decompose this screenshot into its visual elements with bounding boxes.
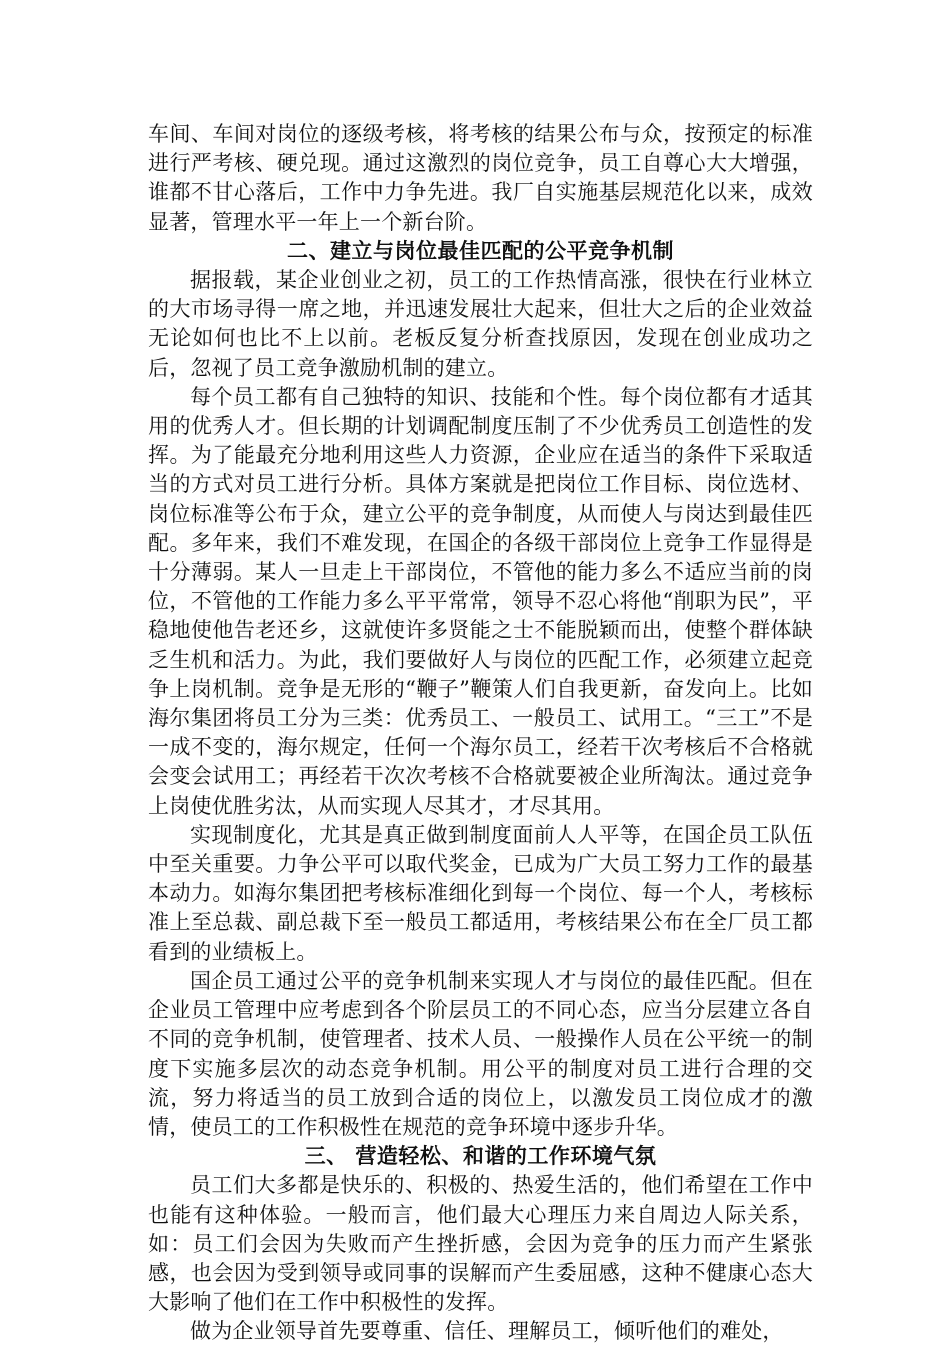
section-heading-2: 二、建立与岗位最佳匹配的公平竞争机制 — [287, 238, 674, 263]
paragraph-3: 每个员工都有自己独特的知识、技能和个性。每个岗位都有才适其用的优秀人才。但长期的计划调配制度压制了不少优秀员工创造性的发挥。为了能最充分地利用这些人力资源，企业应在适当的条件下采取适当的方式对员工进行分析。具体方案就是把岗位工作目标、岗位选材、岗位标准等公布于众，建立公平的竞争制度，从而使人与岗达到最佳匹配。多年来，我们不难发现，在国企的各级干部岗位上竞争工作显得是十分薄弱。某人一旦走上干部岗位，不管他的能力多么不适应当前的岗位，不管他的工作能力多么平平常常，领导不忍心将他“削职为民”，平稳地使他告老还乡，这就使许多贤能之士不能脱颖而出，使整个群体缺乏生机和活力。为此，我们要做好人与岗位的匹配工作，必须建立起竞争上岗机制。竞争是无形的“鞭子”鞭策人们自我更新，奋发向上。比如海尔集团将员工分为三类：优秀员工、一般员工、试用工。“三工”不是一成不变的，海尔规定，任何一个海尔员工，经若干次考核后不合格就会变会试用工；再经若干次次考核不合格就要被企业所淘汰。通过竞争上岗使优胜劣汰，从而实现人尽其才，才尽其用。 — [148, 384, 813, 818]
paragraph-4: 实现制度化，尤其是真正做到制度面前人人平等，在国企员工队伍中至关重要。力争公平可以取代奖金，已成为广大员工努力工作的最基本动力。如海尔集团把考核标准细化到每一个岗位、每一个人，考核标准上至总裁、副总裁下至一般员工都适用，考核结果公布在全厂员工都看到的业绩板上。 — [148, 822, 813, 964]
paragraph-6: 员工们大多都是快乐的、积极的、热爱生活的，他们希望在工作中也能有这种体验。一般而言，他们最大心理压力来自周边人际关系，如：员工们会因为失败而产生挫折感，会因为竞争的压力而产生紧张感，也会因为受到领导或同事的误解而产生委屈感，这种不健康心态大大影响了他们在工作中积极性的发挥。 — [148, 1173, 813, 1315]
paragraph-7: 做为企业领导首先要尊重、信任、理解员工，倾听他们的难处， — [190, 1319, 784, 1344]
document-page — [148, 120, 813, 1347]
paragraph-1: 车间、车间对岗位的逐级考核，将考核的结果公布与众，按预定的标准进行严考核、硬兑现。通过这激烈的岗位竞争，员工自尊心大大增强，谁都不甘心落后，工作中力争先进。我厂自实施基层规范化以来，成效显著，管理水平一年上一个新台阶。 — [148, 122, 813, 234]
section-heading-3: 三、 营造轻松、和谐的工作环境气氛 — [304, 1144, 657, 1169]
paragraph-5: 国企员工通过公平的竞争机制来实现人才与岗位的最佳匹配。但在企业员工管理中应考虑到各个阶层员工的不同心态，应当分层建立各自不同的竞争机制，使管理者、技术人员、一般操作人员在公平统一的制度下实施多层次的动态竞争机制。用公平的制度对员工进行合理的交流，努力将适当的员工放到合适的岗位上，以激发员工岗位成才的激情，使员工的工作积极性在规范的竞争环境中逐步升华。 — [148, 968, 813, 1139]
paragraph-2: 据报载，某企业创业之初，员工的工作热情高涨，很快在行业林立的大市场寻得一席之地，并迅速发展壮大起来，但壮大之后的企业效益无论如何也比不上以前。老板反复分析查找原因，发现在创业成功之后，忽视了员工竞争激励机制的建立。 — [148, 268, 813, 380]
